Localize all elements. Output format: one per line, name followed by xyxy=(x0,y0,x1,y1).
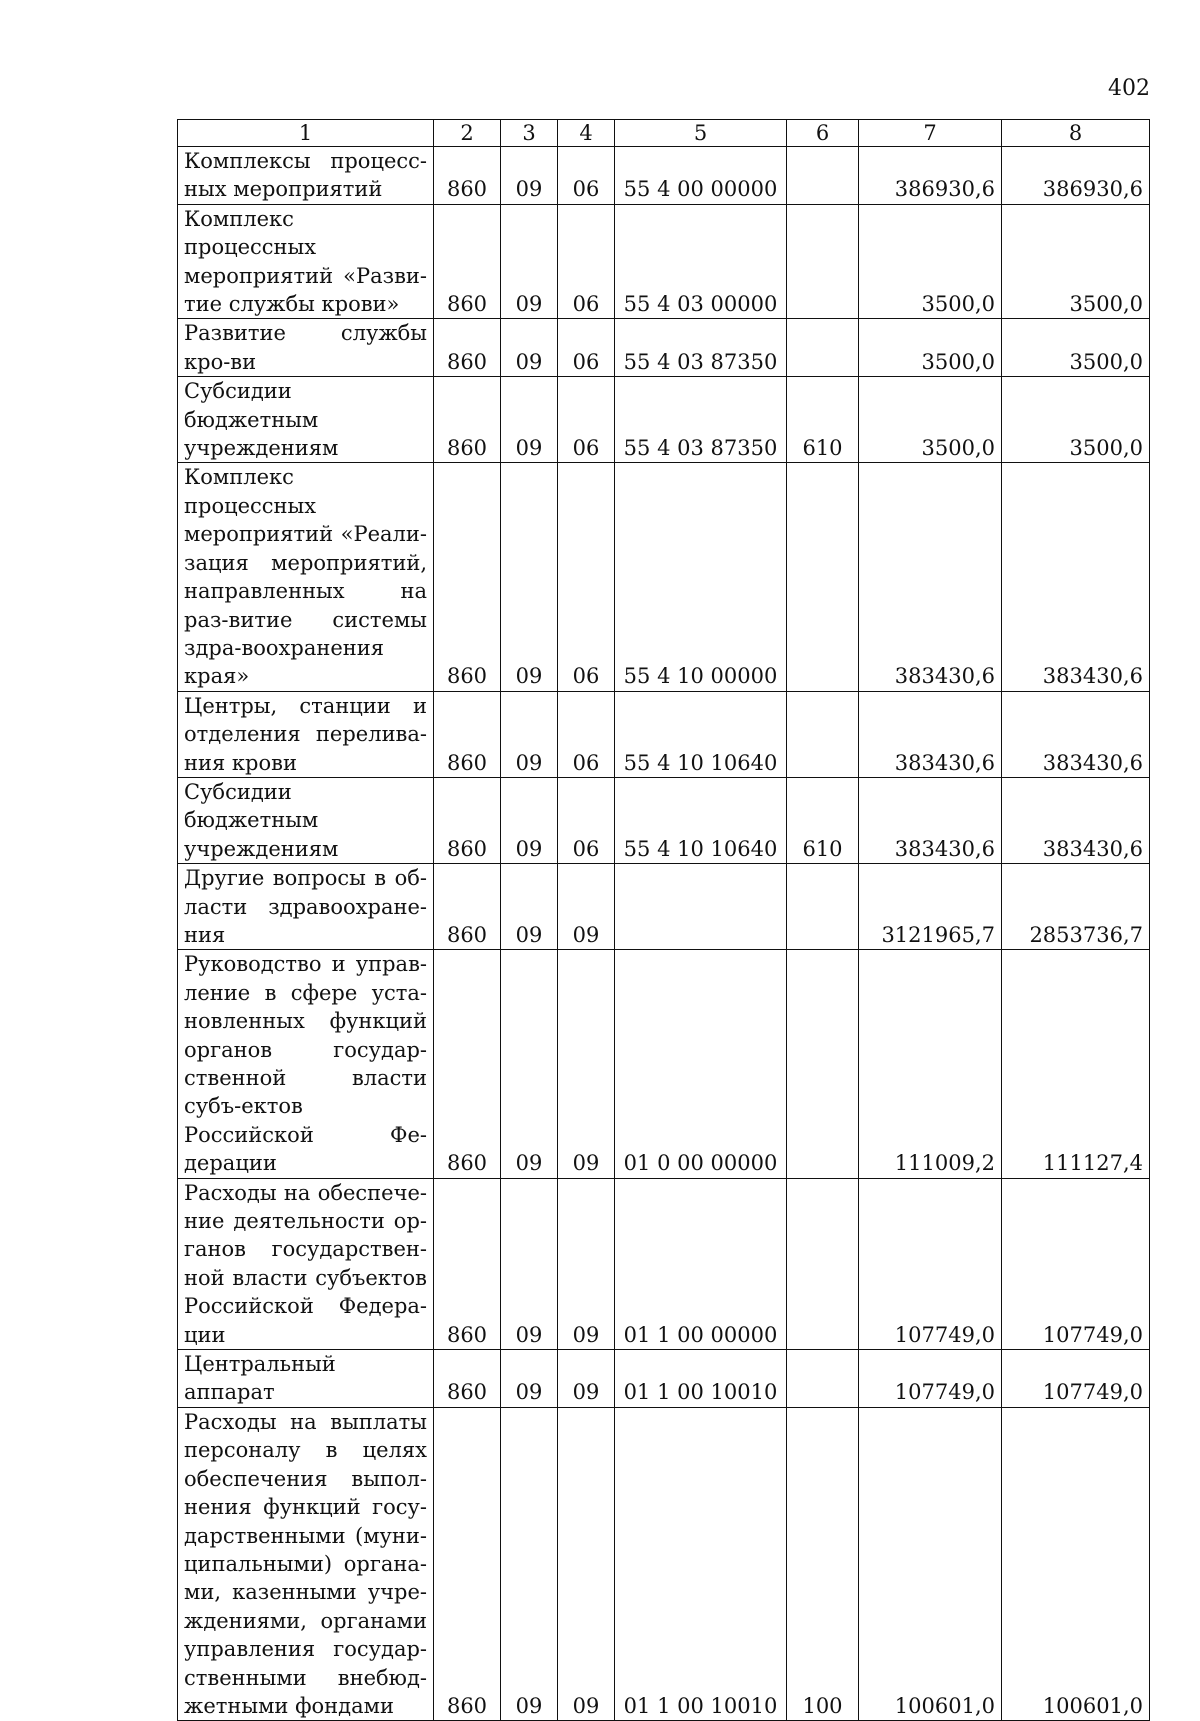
cell-amount-year-2: 386930,6 xyxy=(1002,147,1150,205)
header-col-3: 3 xyxy=(501,120,558,147)
cell-ministry: 860 xyxy=(434,204,501,319)
cell-name: Другие вопросы в об-ласти здравоохране-ния xyxy=(178,864,434,950)
cell-subsection: 06 xyxy=(558,691,615,777)
cell-amount-year-1: 3121965,7 xyxy=(859,864,1002,950)
table-row xyxy=(178,204,1150,319)
cell-amount-year-1: 111009,2 xyxy=(859,950,1002,1178)
cell-section: 09 xyxy=(501,377,558,463)
cell-name: Центры, станции и отделения перелива-ния крови xyxy=(178,691,434,777)
cell-ministry: 860 xyxy=(434,691,501,777)
cell-subsection: 06 xyxy=(558,463,615,691)
cell-expense-type xyxy=(787,691,859,777)
cell-name: Развитие службы кро-ви xyxy=(178,319,434,377)
cell-target-article: 55 4 03 87350 xyxy=(615,377,787,463)
cell-amount-year-1: 107749,0 xyxy=(859,1350,1002,1408)
cell-section: 09 xyxy=(501,1350,558,1408)
cell-section: 09 xyxy=(501,147,558,205)
cell-amount-year-2: 107749,0 xyxy=(1002,1350,1150,1408)
cell-amount-year-2: 107749,0 xyxy=(1002,1178,1150,1349)
cell-target-article: 55 4 10 00000 xyxy=(615,463,787,691)
cell-expense-type xyxy=(787,463,859,691)
cell-name: Субсидии бюджетным учреждениям xyxy=(178,777,434,863)
cell-amount-year-1: 3500,0 xyxy=(859,377,1002,463)
cell-ministry: 860 xyxy=(434,319,501,377)
cell-target-article: 55 4 10 10640 xyxy=(615,777,787,863)
cell-name: Центральный аппарат xyxy=(178,1350,434,1408)
cell-expense-type: 610 xyxy=(787,377,859,463)
cell-expense-type xyxy=(787,204,859,319)
table-row xyxy=(178,864,1150,950)
header-col-8: 8 xyxy=(1002,120,1150,147)
cell-name: Субсидии бюджетным учреждениям xyxy=(178,377,434,463)
cell-amount-year-2: 3500,0 xyxy=(1002,377,1150,463)
cell-section: 09 xyxy=(501,1407,558,1720)
cell-section: 09 xyxy=(501,777,558,863)
cell-subsection: 06 xyxy=(558,147,615,205)
cell-target-article: 55 4 03 00000 xyxy=(615,204,787,319)
table-row xyxy=(178,147,1150,205)
table-row xyxy=(178,777,1150,863)
cell-expense-type xyxy=(787,950,859,1178)
cell-expense-type xyxy=(787,319,859,377)
cell-amount-year-1: 107749,0 xyxy=(859,1178,1002,1349)
table-row xyxy=(178,691,1150,777)
table-row xyxy=(178,1350,1150,1408)
cell-subsection: 06 xyxy=(558,204,615,319)
cell-amount-year-2: 100601,0 xyxy=(1002,1407,1150,1720)
header-col-5: 5 xyxy=(615,120,787,147)
cell-target-article xyxy=(615,864,787,950)
cell-subsection: 09 xyxy=(558,950,615,1178)
table-body xyxy=(178,147,1150,1721)
table-row xyxy=(178,1407,1150,1720)
cell-ministry: 860 xyxy=(434,377,501,463)
cell-amount-year-2: 2853736,7 xyxy=(1002,864,1150,950)
budget-table xyxy=(177,119,1150,1721)
cell-expense-type: 100 xyxy=(787,1407,859,1720)
cell-target-article: 55 4 00 00000 xyxy=(615,147,787,205)
cell-amount-year-2: 3500,0 xyxy=(1002,319,1150,377)
cell-expense-type xyxy=(787,1178,859,1349)
header-col-2: 2 xyxy=(434,120,501,147)
cell-ministry: 860 xyxy=(434,1407,501,1720)
cell-amount-year-1: 386930,6 xyxy=(859,147,1002,205)
cell-amount-year-2: 3500,0 xyxy=(1002,204,1150,319)
cell-expense-type xyxy=(787,147,859,205)
cell-amount-year-1: 383430,6 xyxy=(859,777,1002,863)
cell-target-article: 55 4 03 87350 xyxy=(615,319,787,377)
cell-expense-type: 610 xyxy=(787,777,859,863)
cell-subsection: 09 xyxy=(558,864,615,950)
table-header-row xyxy=(178,120,1150,147)
table-row xyxy=(178,1178,1150,1349)
cell-target-article: 01 1 00 10010 xyxy=(615,1407,787,1720)
header-col-1: 1 xyxy=(178,120,434,147)
cell-target-article: 01 1 00 10010 xyxy=(615,1350,787,1408)
cell-target-article: 01 0 00 00000 xyxy=(615,950,787,1178)
cell-ministry: 860 xyxy=(434,1350,501,1408)
cell-name: Комплексы процесс-ных мероприятий xyxy=(178,147,434,205)
cell-subsection: 09 xyxy=(558,1178,615,1349)
cell-subsection: 06 xyxy=(558,777,615,863)
cell-expense-type xyxy=(787,864,859,950)
cell-name: Расходы на выплаты персоналу в целях обеспечения выпол-нения функций госу-дарственными (муни-ципальными) органа-ми, казенными учре-ждениями, органами управления государ-ственными внебюд-жетными фондами xyxy=(178,1407,434,1720)
cell-section: 09 xyxy=(501,204,558,319)
cell-name: Руководство и управ-ление в сфере уста-новленных функций органов государ-ственной власти субъ-ектов Российской Фе-дерации xyxy=(178,950,434,1178)
cell-ministry: 860 xyxy=(434,1178,501,1349)
cell-section: 09 xyxy=(501,1178,558,1349)
cell-section: 09 xyxy=(501,864,558,950)
header-col-7: 7 xyxy=(859,120,1002,147)
cell-section: 09 xyxy=(501,319,558,377)
page-number: 402 xyxy=(1108,76,1150,101)
cell-subsection: 06 xyxy=(558,377,615,463)
cell-amount-year-1: 383430,6 xyxy=(859,691,1002,777)
cell-amount-year-1: 383430,6 xyxy=(859,463,1002,691)
header-col-4: 4 xyxy=(558,120,615,147)
cell-amount-year-2: 383430,6 xyxy=(1002,777,1150,863)
cell-amount-year-2: 111127,4 xyxy=(1002,950,1150,1178)
table-row xyxy=(178,319,1150,377)
cell-ministry: 860 xyxy=(434,864,501,950)
cell-ministry: 860 xyxy=(434,463,501,691)
cell-name: Комплекс процессных мероприятий «Разви-тие службы крови» xyxy=(178,204,434,319)
cell-ministry: 860 xyxy=(434,777,501,863)
cell-amount-year-2: 383430,6 xyxy=(1002,463,1150,691)
cell-amount-year-1: 100601,0 xyxy=(859,1407,1002,1720)
table-row xyxy=(178,950,1150,1178)
cell-ministry: 860 xyxy=(434,950,501,1178)
cell-section: 09 xyxy=(501,691,558,777)
cell-amount-year-2: 383430,6 xyxy=(1002,691,1150,777)
table-row xyxy=(178,377,1150,463)
cell-expense-type xyxy=(787,1350,859,1408)
cell-ministry: 860 xyxy=(434,147,501,205)
cell-subsection: 06 xyxy=(558,319,615,377)
cell-subsection: 09 xyxy=(558,1407,615,1720)
cell-section: 09 xyxy=(501,950,558,1178)
header-col-6: 6 xyxy=(787,120,859,147)
cell-amount-year-1: 3500,0 xyxy=(859,204,1002,319)
cell-target-article: 55 4 10 10640 xyxy=(615,691,787,777)
table-row xyxy=(178,463,1150,691)
cell-amount-year-1: 3500,0 xyxy=(859,319,1002,377)
cell-name: Комплекс процессных мероприятий «Реали-зация мероприятий, направленных на раз-витие системы здра-воохранения края» xyxy=(178,463,434,691)
cell-name: Расходы на обеспече-ние деятельности ор-ганов государствен-ной власти субъектов Российской Федера-ции xyxy=(178,1178,434,1349)
cell-section: 09 xyxy=(501,463,558,691)
cell-subsection: 09 xyxy=(558,1350,615,1408)
cell-target-article: 01 1 00 00000 xyxy=(615,1178,787,1349)
